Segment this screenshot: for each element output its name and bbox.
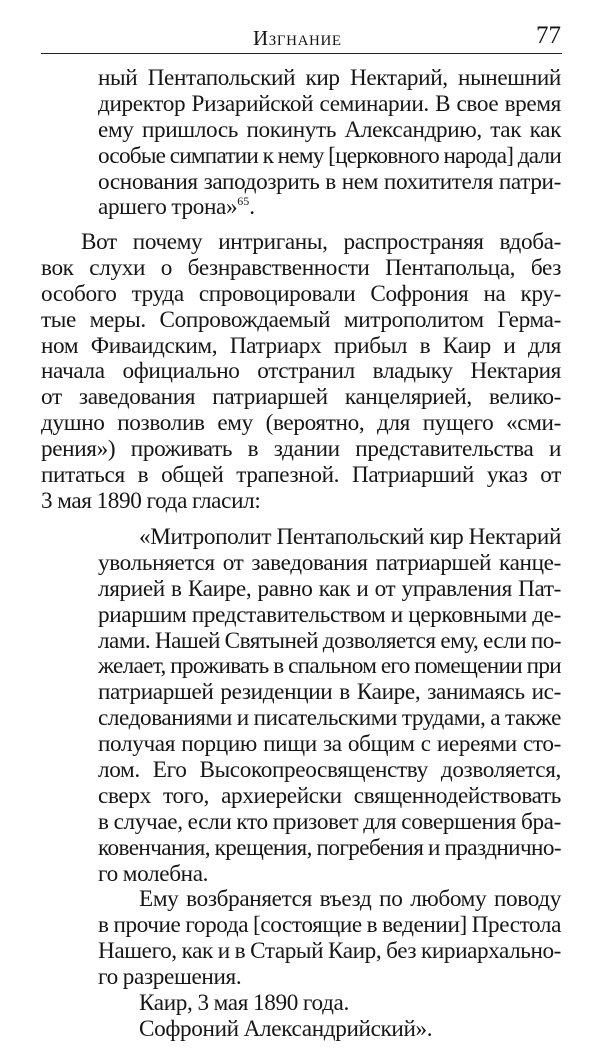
text-line: тые меры. Сопровождаемый митрополитом Герма- bbox=[41, 306, 561, 333]
text-line: лами. Нашей Святыней дозволяется ему, если по- bbox=[98, 627, 561, 654]
text-line: питаться в общей трапезной. Патриарший указ от bbox=[41, 462, 561, 489]
text-line: в случае, если кто призовет для совершения бра- bbox=[98, 808, 561, 835]
text-line: директор Ризарийской семинарии. В свое время bbox=[98, 90, 561, 117]
text-line: особые симпатии к нему [церковного народа] дали bbox=[98, 142, 561, 169]
footnote-reference[interactable]: 65 bbox=[237, 194, 250, 209]
text-line: следованиями и писательскими трудами, а также bbox=[98, 705, 561, 732]
text-line: Нашего, как и в Старый Каир, без кириархально- bbox=[98, 938, 561, 965]
text-line: в прочие города [состоящие в ведении] Престола bbox=[98, 912, 561, 939]
signature-line: Софроний Александрийский». bbox=[139, 1015, 433, 1042]
text-line: ему пришлось покинуть Александрию, так как bbox=[98, 116, 561, 143]
text-line: вок слухи о безнравственности Пентапольца, без bbox=[41, 254, 561, 281]
text-line: Вот почему интриганы, распространяя вдоба- bbox=[81, 229, 561, 255]
text-line: основания заподозрить в нем похитителя патри- bbox=[98, 168, 561, 195]
decree-quote bbox=[98, 525, 561, 1043]
text-line: желает, проживать в спальном его помещении при bbox=[98, 653, 561, 680]
quote-continuation bbox=[98, 66, 561, 221]
text-line: лярией в Каире, равно как и от управления Пат- bbox=[98, 575, 561, 602]
text-line: 3 мая 1890 года гласил: bbox=[41, 487, 261, 514]
text-line: получая порцию пищи за общим с иереями сто- bbox=[98, 731, 561, 758]
text-line: сверх того, архиерейски священнодействовать bbox=[98, 782, 561, 809]
text-line: душно позволив ему (вероятно, для пущего «сми- bbox=[41, 410, 561, 437]
text-line: Ему возбраняется въезд по любому поводу bbox=[139, 886, 561, 913]
running-head bbox=[41, 22, 562, 54]
text-line: ковенчания, крещения, погребения и празднично- bbox=[98, 834, 561, 861]
text-line: от заведования патриаршей канцелярией, велико- bbox=[41, 384, 561, 411]
text-line bbox=[98, 195, 561, 221]
text-line: начала официально отстранил владыку Нектария bbox=[41, 358, 561, 385]
text-line: го разрешения. bbox=[98, 964, 242, 991]
text-line: «Митрополит Пентапольский кир Нектарий bbox=[139, 524, 561, 550]
text-fragment: . bbox=[249, 194, 255, 221]
text-line: Каир, 3 мая 1890 года. bbox=[139, 990, 349, 1017]
body-paragraph bbox=[41, 230, 561, 515]
text-line: ный Пентапольский кир Нектарий, нынешний bbox=[98, 65, 561, 91]
text-line: ном Фиваидским, Патриарх прибыл в Каир и для bbox=[41, 332, 561, 359]
text-line: го молебна. bbox=[98, 860, 209, 887]
text-line: риаршим представительством и церковными де- bbox=[98, 601, 561, 628]
text-fragment: аршего трона» bbox=[98, 194, 238, 221]
page-number: 77 bbox=[536, 22, 561, 49]
chapter-title: Изгнание bbox=[253, 26, 342, 50]
text-line: патриаршей резиденции в Каире, занимаясь ис- bbox=[98, 679, 561, 706]
text-line: рения») проживать в здании представительства и bbox=[41, 436, 561, 463]
text-line: особого труда спровоцировали Софрония на кру- bbox=[41, 280, 561, 307]
text-line: увольняется от заведования патриаршей канце- bbox=[98, 549, 561, 576]
text-line: лом. Его Высокопреосвященству дозволяется, bbox=[98, 757, 561, 784]
